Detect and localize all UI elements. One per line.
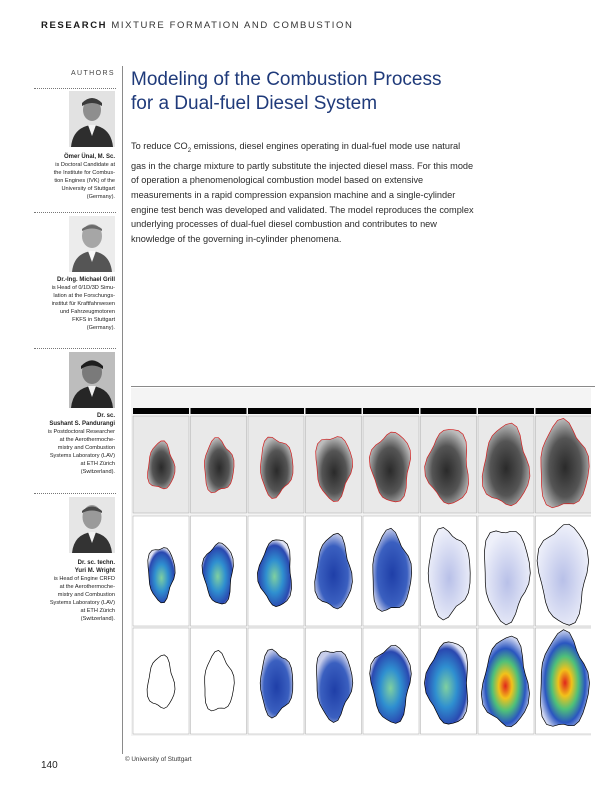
- combustion-image-grid: [131, 388, 591, 736]
- frame-header-strip: [363, 408, 419, 414]
- author-photo-pandurangi: [69, 352, 115, 408]
- authors-label: AUTHORS: [70, 70, 115, 77]
- author-bio-unal: Ömer Ünal, M. Sc. is Doctoral Candidate at the Institute for Combus- tion Engines (IVK) of the University of Stuttgart (Germany).: [53, 154, 115, 200]
- author-divider: [34, 493, 116, 494]
- figure-rule: [131, 386, 595, 387]
- section-label: RESEARCH: [41, 20, 108, 31]
- figure-credit: © University of Stuttgart: [125, 756, 192, 763]
- column-divider: [122, 66, 123, 754]
- article-title: Modeling of the Combustion Process for a Dual-fuel Diesel System: [131, 69, 442, 114]
- frame-header-strip: [133, 408, 189, 414]
- frame-header-strip: [306, 408, 362, 414]
- author-divider: [34, 348, 116, 349]
- combustion-image-grid-svg: [131, 388, 591, 736]
- author-divider: [34, 212, 116, 213]
- frame-header-strip: [478, 408, 534, 414]
- frame-header-strip: [536, 408, 592, 414]
- author-photo-grill: [69, 216, 115, 272]
- author-divider: [34, 88, 116, 89]
- frame-header-strip: [248, 408, 304, 414]
- subsection-label: MIXTURE FORMATION AND COMBUSTION: [111, 20, 354, 31]
- page-number: 140: [41, 760, 58, 771]
- author-photo-wright: [69, 497, 115, 553]
- author-bio-pandurangi: Dr. sc. Sushant S. Pandurangi is Postdoctoral Researcher at the Aerothermoche- mistry and Combustion Systems Laboratory (LAV) at ETH Zürich (Switzerland).: [47, 413, 115, 475]
- author-bio-wright: Dr. sc. techn. Yuri M. Wright is Head of Engine CRFD at the Aerothermoche- mistry and Combustion Systems Laboratory (LAV) at ETH Zürich (Switzerland).: [49, 560, 115, 622]
- section-header: [41, 20, 353, 31]
- article-abstract: To reduce $CO_2$ emissions, diesel engines operating in dual-fuel mode use natural gas in the charge mixture to partly substitute the injected diesel mass. For this mode of operation a phenomenological combustion model based on extensive measurements in a rapid compression expansion machine and a single-cylinder engine test bench was developed and validated. The model reproduces the complex underlying processes of dual-fuel diesel combustion and contributes to new knowledge of the governing in-cylinder phenomena.: [131, 141, 474, 245]
- author-photo-unal: [69, 91, 115, 147]
- frame-header-strip: [191, 408, 247, 414]
- frame-header-strip: [421, 408, 477, 414]
- author-bio-grill: Dr.-Ing. Michael Grill is Head of 0/1D/3D Simu- lation at the Forschungs- institut für Kraftfahrwesen und Fahrzeugmotoren FKFS in Stuttgart (Germany).: [51, 277, 115, 331]
